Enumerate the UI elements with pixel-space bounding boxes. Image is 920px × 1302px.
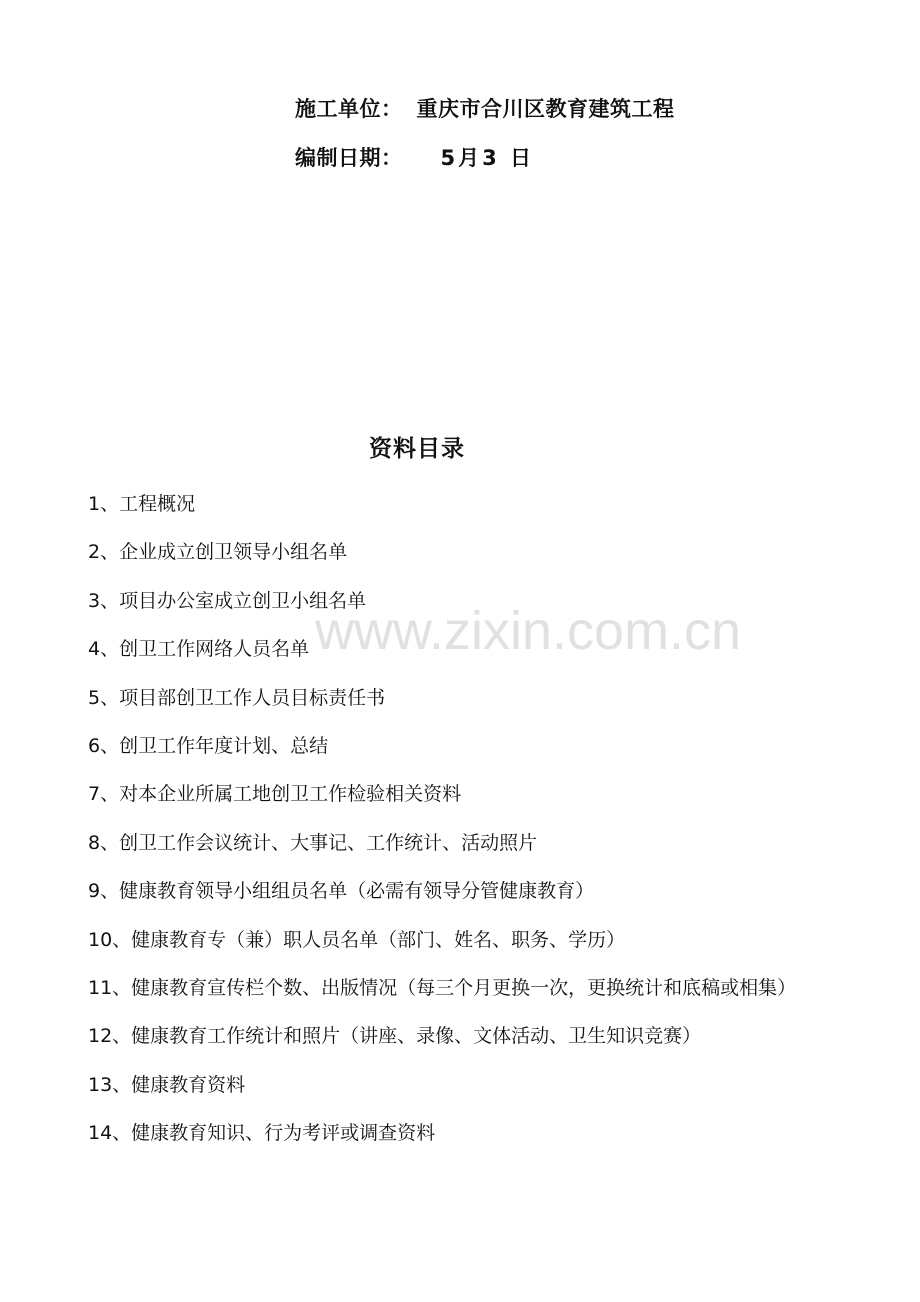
construction-unit-line [295,93,675,123]
toc-item: 3、项目办公室成立创卫小组名单 [88,589,367,612]
toc-item: 4、创卫工作网络人员名单 [88,638,310,661]
toc-item: 2、企业成立创卫领导小组名单 [88,541,348,564]
toc-title: 资料目录 [369,436,465,462]
construction-unit-value: 重庆市合川区教育建筑工程 [416,97,675,121]
toc-item: 6、创卫工作年度计划、总结 [88,735,329,758]
toc-item: 10、健康教育专（兼）职人员名单（部门、姓名、职务、学历） [88,928,626,951]
toc-item: 9、健康教育领导小组组员名单（必需有领导分管健康教育） [88,880,595,903]
toc-item: 1、工程概况 [88,493,196,515]
toc-item: 8、创卫工作会议统计、大事记、工作统计、活动照片 [88,831,538,854]
toc-item: 12、健康教育工作统计和照片（讲座、录像、文体活动、卫生知识竞赛） [88,1025,702,1048]
toc-item: 5、项目部创卫工作人员目标责任书 [88,686,386,709]
compile-date-value: 5月3 日 [440,146,535,170]
toc-item: 14、健康教育知识、行为考评或调查资料 [88,1122,436,1145]
toc-item: 13、健康教育资料 [88,1073,246,1096]
toc-item: 11、健康教育宣传栏个数、出版情况（每三个月更换一次，更换统计和底稿或相集） [88,977,797,1000]
compile-date-label: 编制日期： [295,146,403,170]
construction-unit-label: 施工单位： [295,97,403,121]
toc-list [88,480,830,1158]
toc-item: 7、对本企业所属工地创卫工作检验相关资料 [88,783,462,806]
compile-date-line [295,142,534,172]
watermark-text: www.zixin.com.cn [315,601,742,661]
